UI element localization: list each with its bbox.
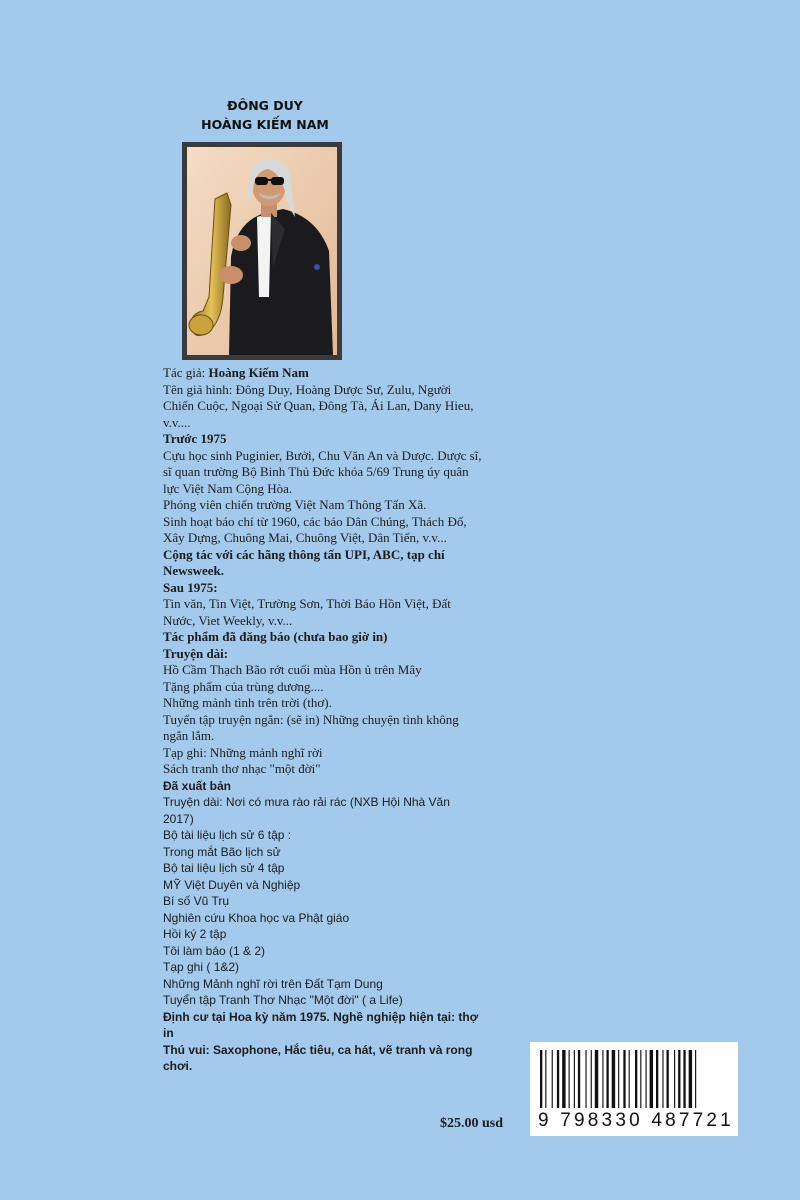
barcode-bar: [656, 1050, 658, 1108]
bio-memoir: Hồi ký 2 tập: [163, 927, 227, 941]
book-price: $25.00 usd: [440, 1116, 504, 1131]
barcode-bar: [540, 1050, 542, 1108]
bio-heading-novels: Truyện dài:: [163, 645, 229, 661]
barcode-bar: [618, 1050, 619, 1108]
bio-heading-after-1975: Sau 1975:: [163, 579, 218, 595]
barcode-bar: [591, 1050, 592, 1108]
bio-art-collection: Tuyển tập Tranh Thơ Nhạc "Một đời" ( a Life): [163, 993, 403, 1007]
barcode-bar: [662, 1050, 663, 1108]
bio-novel-2: Tặng phẩm của trùng dương....: [163, 678, 324, 694]
barcode-bar: [629, 1050, 630, 1108]
author-with-saxophone-illustration: [187, 147, 337, 355]
bio-published-novel: Truyện dài: Nơi có mưa rào rải rác (NXB Hội Nhà Văn 2017): [163, 795, 450, 826]
barcode-bar: [578, 1050, 580, 1108]
bio-essays: Tạp ghi: Những mảnh nghĩ rời: [163, 744, 323, 760]
barcode-bar: [606, 1050, 608, 1108]
barcode-bars: [538, 1050, 730, 1108]
bio-war-correspondent: Phóng viên chiến trường Việt Nam Thông Tấn Xã.: [163, 497, 427, 512]
barcode-bar: [674, 1050, 675, 1108]
barcode-bar: [552, 1050, 553, 1108]
barcode-bar: [695, 1050, 696, 1108]
bio-short-stories: Tuyển tập truyện ngắn: (sẽ in) Những chuyện tình không ngắn lắm.: [163, 711, 459, 743]
bio-history-set-6: Bộ tài liệu lịch sử 6 tập :: [163, 828, 292, 842]
bio-after-1975-papers: Tin văn, Tin Việt, Trường Sơn, Thời Báo Hồn Việt, Đất Nước, Viet Weekly, v.v...: [163, 596, 451, 628]
author-pen-name: ĐÔNG DUY: [227, 98, 303, 113]
bio-thoughts-book: Những Mảnh nghĩ rời trên Đất Tạm Dung: [163, 976, 383, 991]
bio-poetry: Những mảnh tình trên trời (thơ).: [163, 695, 332, 710]
bio-history-title-1: Trong mắt Bão lịch sử: [163, 844, 281, 859]
isbn-barcode: [530, 1042, 738, 1136]
barcode-bar: [678, 1050, 680, 1108]
bio-news-agencies: Cộng tác với các hãng thông tấn UPI, ABC, tạp chí Newsweek.: [163, 546, 445, 578]
barcode-bar: [612, 1050, 615, 1108]
bio-education: Cựu học sinh Puginier, Bưởi, Chu Văn An và Dược. Dược sĩ, sĩ quan trường Bộ Binh Thủ Đức khóa 5/69 Trung úy quân lực Việt Nam Cộng Hòa.: [163, 447, 482, 496]
author-biography: [163, 365, 483, 1075]
bio-memoir-title: Tôi làm báo (1 & 2): [163, 943, 266, 958]
bio-author-label: Tác giả:: [163, 365, 206, 380]
barcode-bar: [602, 1050, 603, 1108]
author-header: [180, 96, 350, 134]
barcode-bar: [635, 1050, 637, 1108]
bio-novel-1: Hồ Cầm Thạch Bão rớt cuối mùa Hồn ủ trên Mây: [163, 662, 422, 677]
barcode-bar: [557, 1050, 559, 1108]
barcode-digits: 9 798330 487721: [538, 1110, 734, 1131]
bio-heading-before-1975: Trước 1975: [163, 431, 227, 446]
bio-hobbies: Thú vui: Saxophone, Hắc tiêu, ca hát, vẽ tranh và rong chơi.: [163, 1042, 473, 1073]
bio-science-buddhism: Nghiên cứu Khoa học va Phật giáo: [163, 910, 350, 925]
barcode-bar: [623, 1050, 625, 1108]
barcode-bar: [683, 1050, 685, 1108]
barcode-bar: [545, 1050, 546, 1108]
barcode-bar: [689, 1050, 692, 1108]
barcode-bar: [595, 1050, 598, 1108]
barcode-bar: [667, 1050, 669, 1108]
bio-heading-published: Đã xuất bản: [163, 778, 232, 793]
bio-history-set-4: Bộ tai liệu lịch sử 4 tập: [163, 861, 285, 875]
barcode-bar: [650, 1050, 653, 1108]
barcode-bar: [569, 1050, 570, 1108]
barcode-bar: [640, 1050, 641, 1108]
bio-heading-published-in-papers: Tác phẩm đã đăng báo (chưa bao giờ in): [163, 629, 388, 644]
bio-author-name: Hoàng Kiếm Nam: [208, 365, 309, 380]
bio-art-book: Sách tranh thơ nhạc "một đời": [163, 761, 321, 776]
bio-essays-published: Tạp ghi ( 1&2): [163, 960, 240, 974]
barcode-bar: [646, 1050, 647, 1108]
bio-history-title-2: MỸ Việt Duyên và Nghiệp: [163, 877, 301, 892]
author-real-name: HOÀNG KIẾM NAM: [201, 117, 329, 132]
barcode-bar: [574, 1050, 575, 1108]
bio-journalism: Sinh hoạt báo chí từ 1960, các báo Dân Chúng, Thách Đố, Xây Dựng, Chuông Mai, Chuông Việt, Dân Tiến, v.v...: [163, 513, 467, 545]
bio-residence-occupation: Định cư tại Hoa kỳ năm 1975. Nghề nghiệp hiện tại: thợ in: [163, 1009, 479, 1040]
barcode-bar: [562, 1050, 565, 1108]
author-photo: [182, 142, 342, 360]
barcode-bar: [585, 1050, 586, 1108]
bio-author-line: [163, 365, 483, 382]
bio-pen-names: Tên giả hình: Đông Duy, Hoàng Dược Sư, Zulu, Người Chiến Cuộc, Ngoại Sử Quan, Đông Tà, Ái Lan, Dany Hieu, v.v....: [163, 381, 474, 430]
bio-universe-secrets: Bí số Vũ Trụ: [163, 894, 230, 908]
